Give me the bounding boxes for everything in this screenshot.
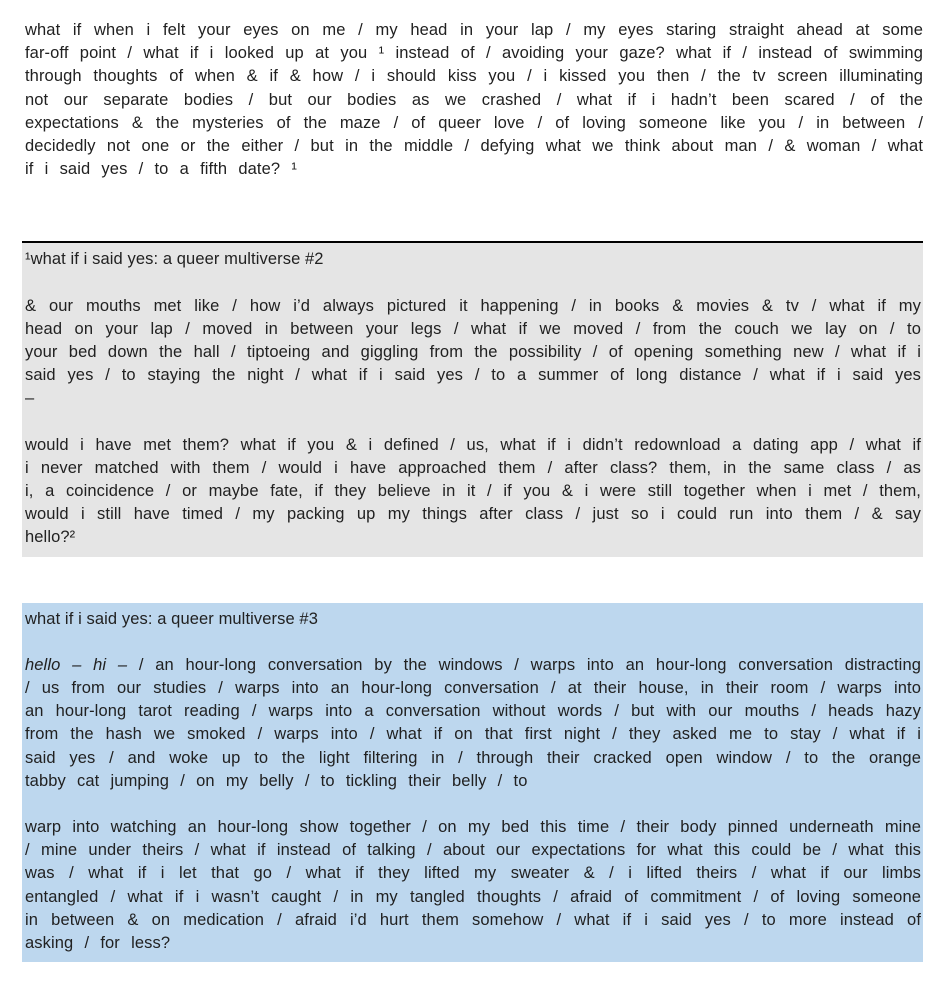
poem-3-stanza-1 — [25, 654, 921, 793]
poem-3-block — [22, 603, 923, 963]
poem-3-stanza-2: warp into watching an hour-long show together / on my bed this time / their body pinned underneath mine / mine under theirs / what if instead of talking / about our expectations for what this could be / what this was / what if i let that go / what if they lifted my sweater & / i lifted theirs / what if our limbs entangled / what if i wasn’t caught / in my tangled thoughts / afraid of commitment / of loving someone in between & on medication / afraid i’d hurt them somehow / what if i said yes / to more instead of asking / for less? — [25, 818, 921, 953]
poem-3-title: what if i said yes: a queer multiverse #3 — [25, 609, 318, 628]
footnote-block — [22, 241, 923, 556]
poem-3-stanza-1-rest: / an hour-long conversation by the windows / warps into an hour-long conversation distracting / us from our studies / warps into an hour-long conversation / at their house, in their room / warps into an hour-long tarot reading / warps into a conversation without words / but with our mouths / heads hazy from the hash we smoked / warps into / what if on that first night / they asked me to stay / what if i said yes / and woke up to the light filtering in / through their cracked open window / to the orange tabby cat jumping / on my belly / to tickling their belly / to — [25, 655, 921, 790]
footnote-stanza-2: would i have met them? what if you & i defined / us, what if i didn’t redownload a dating app / what if i never matched with them / would i have approached them / after class? them, in the same class / as i, a coincidence / or maybe fate, if they believe in it / if you & i were still together when i met / them, would i still have timed / my packing up my things after class / just so i could run into them / & say hello?² — [25, 435, 921, 547]
poem-3-italic-lead: hello – hi – — [25, 655, 128, 674]
poem-1-text: what if when i felt your eyes on me / my head in your lap / my eyes staring straight ahead at some far-off point / what if i looked up at you ¹ instead of / avoiding your gaze? what if / instead of swimming through thoughts of when & if & how / i should kiss you / i kissed you then / the tv screen illuminating not our separate bodies / but our bodies as we crashed / what if i hadn’t been scared / of the expectations & the mysteries of the maze / of queer love / of loving someone like you / in between / decidedly not one or the either / but in the middle / defying what we think about man / & woman / what if i said yes / to a fifth date? ¹ — [25, 21, 923, 179]
footnote-stanza-1: & our mouths met like / how i’d always pictured it happening / in books & movies & tv / what if my head on your lap / moved in between your legs / what if we moved / from the couch we lay on / to your bed down the hall / tiptoeing and giggling from the possibility / of opening something new / what if i said yes / to staying the night / what if i said yes / to a summer of long distance / what if i said yes – — [25, 296, 921, 408]
footnote-block-title: ¹what if i said yes: a queer multiverse #2 — [25, 250, 324, 269]
